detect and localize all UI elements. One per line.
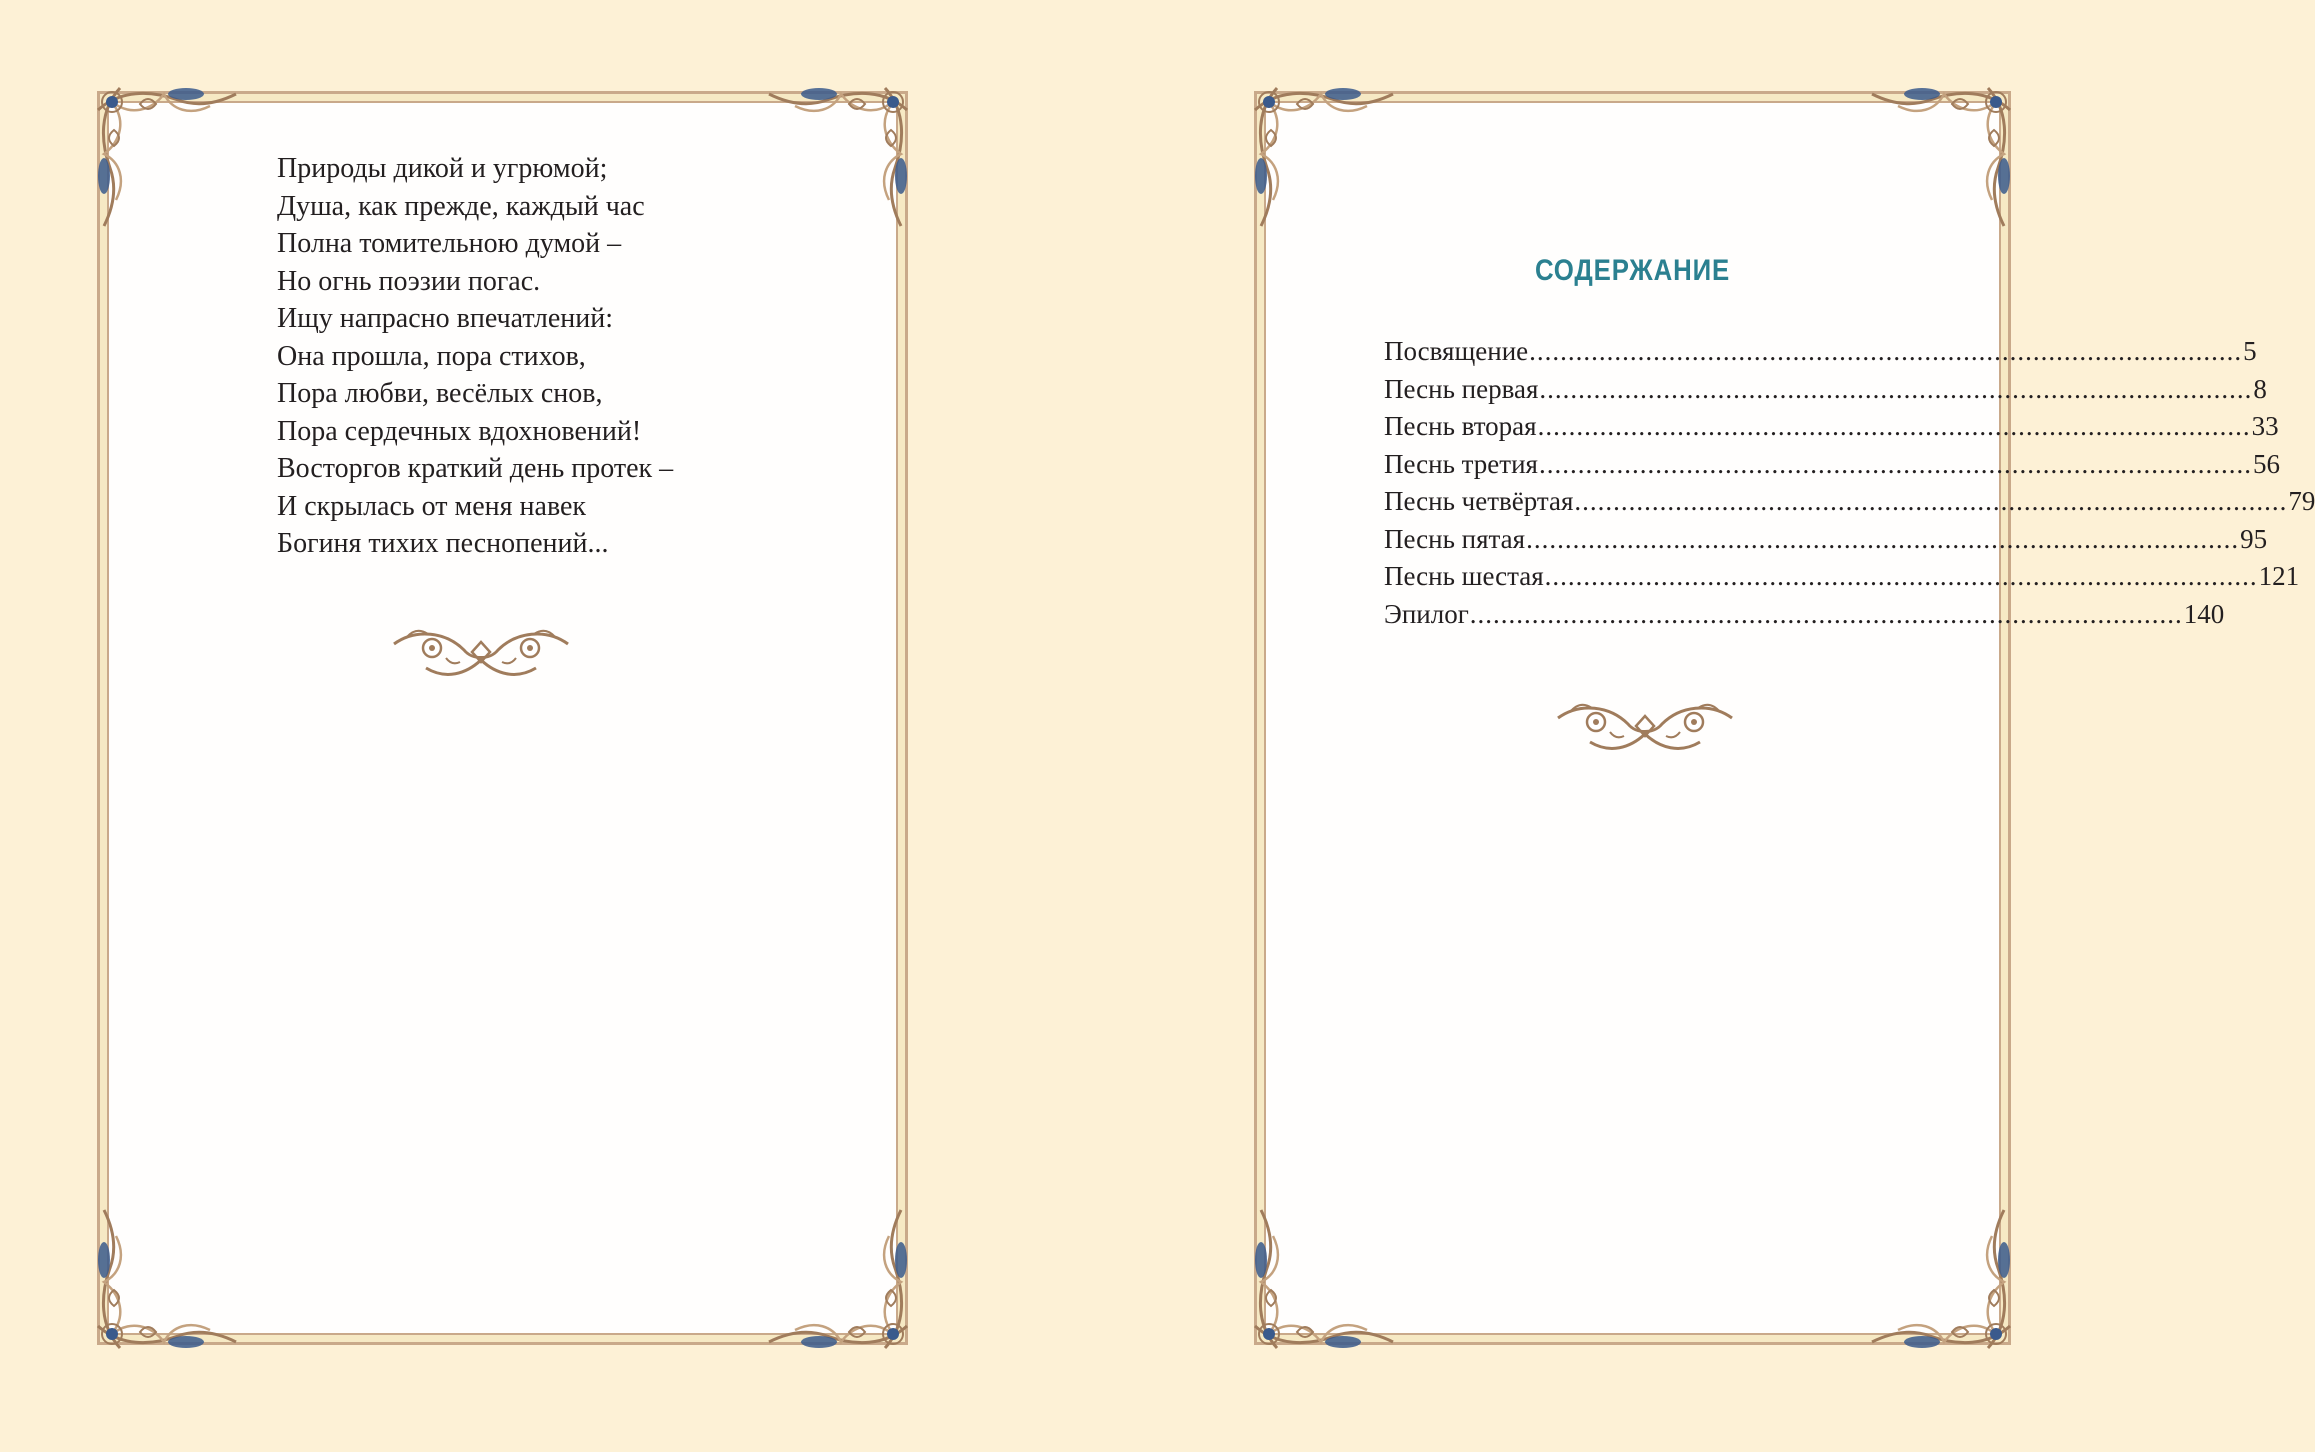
poem-line: Пора любви, весёлых снов, bbox=[277, 378, 603, 409]
toc-entry-page: 5 bbox=[2243, 336, 2257, 366]
poem-line: Душа, как прежде, каждый час bbox=[277, 190, 645, 222]
toc-entry[interactable] bbox=[1384, 371, 2267, 409]
celtic-knot-corner-icon bbox=[90, 80, 240, 230]
toc-entry[interactable] bbox=[1384, 483, 2315, 521]
right-page bbox=[1254, 91, 2315, 1345]
toc-entry-page: 95 bbox=[2240, 523, 2268, 554]
toc-entry-page: 8 bbox=[2253, 373, 2267, 404]
table-of-contents bbox=[1384, 333, 2315, 633]
poem-line: Ищу напрасно впечатлений: bbox=[277, 303, 614, 334]
toc-entry-page: 140 bbox=[2183, 598, 2225, 629]
poem-line: Природы дикой и угрюмой; bbox=[277, 153, 608, 184]
toc-entry[interactable] bbox=[1384, 333, 2257, 371]
toc-entry-label: Эпилог bbox=[1384, 598, 1469, 629]
poem-line: Богиня тихих песнопений... bbox=[277, 528, 609, 559]
celtic-knot-corner-icon bbox=[765, 80, 915, 230]
toc-leader-dots: ............................................................................................ bbox=[1529, 336, 2243, 366]
poem-line: И скрылась от меня навек bbox=[277, 490, 587, 522]
poem-line: Восторгов краткий день протек – bbox=[277, 453, 674, 484]
toc-entry[interactable] bbox=[1384, 558, 2300, 596]
toc-entry-label: Песнь первая bbox=[1384, 373, 1539, 404]
toc-entry-label: Посвящение bbox=[1384, 336, 1529, 366]
poem-line: Но огнь поэзии погас. bbox=[277, 265, 541, 297]
toc-entry[interactable] bbox=[1384, 596, 2225, 634]
toc-leader-dots: ............................................................................................ bbox=[1469, 598, 2183, 629]
left-page bbox=[97, 91, 908, 1345]
toc-entry[interactable] bbox=[1384, 521, 2268, 559]
poem-line: Полна томительною думой – bbox=[277, 228, 622, 259]
toc-entry[interactable] bbox=[1384, 408, 2279, 446]
toc-entry-page: 121 bbox=[2258, 561, 2300, 591]
celtic-knot-corner-icon bbox=[1868, 80, 2018, 230]
toc-leader-dots: ............................................................................................ bbox=[1537, 411, 2251, 441]
floral-vignette-icon bbox=[386, 624, 576, 680]
toc-entry-page: 56 bbox=[2252, 448, 2280, 479]
poem-stanza bbox=[277, 150, 673, 563]
toc-leader-dots: ............................................................................................ bbox=[1538, 448, 2252, 479]
floral-vignette-icon bbox=[1550, 698, 1740, 754]
toc-title: СОДЕРЖАНИЕ bbox=[1534, 254, 1731, 287]
toc-leader-dots: ............................................................................................ bbox=[1544, 561, 2258, 591]
toc-entry-label: Песнь третия bbox=[1384, 448, 1538, 479]
celtic-knot-corner-icon bbox=[765, 1206, 915, 1356]
toc-leader-dots: ............................................................................................ bbox=[1574, 486, 2288, 516]
celtic-knot-corner-icon bbox=[90, 1206, 240, 1356]
celtic-knot-corner-icon bbox=[1868, 1206, 2018, 1356]
celtic-knot-corner-icon bbox=[1247, 80, 1397, 230]
toc-entry-label: Песнь вторая bbox=[1384, 411, 1537, 441]
toc-leader-dots: ............................................................................................ bbox=[1526, 523, 2240, 554]
toc-entry-label: Песнь четвёртая bbox=[1384, 486, 1574, 516]
toc-entry-label: Песнь шестая bbox=[1384, 561, 1544, 591]
toc-entry-page: 33 bbox=[2251, 411, 2279, 441]
poem-line: Пора сердечных вдохновений! bbox=[277, 415, 642, 447]
toc-entry[interactable] bbox=[1384, 446, 2280, 484]
toc-entry-page: 79 bbox=[2288, 486, 2315, 516]
celtic-knot-corner-icon bbox=[1247, 1206, 1397, 1356]
toc-leader-dots: ............................................................................................ bbox=[1539, 373, 2253, 404]
poem-line: Она прошла, пора стихов, bbox=[277, 340, 586, 372]
toc-entry-label: Песнь пятая bbox=[1384, 523, 1526, 554]
